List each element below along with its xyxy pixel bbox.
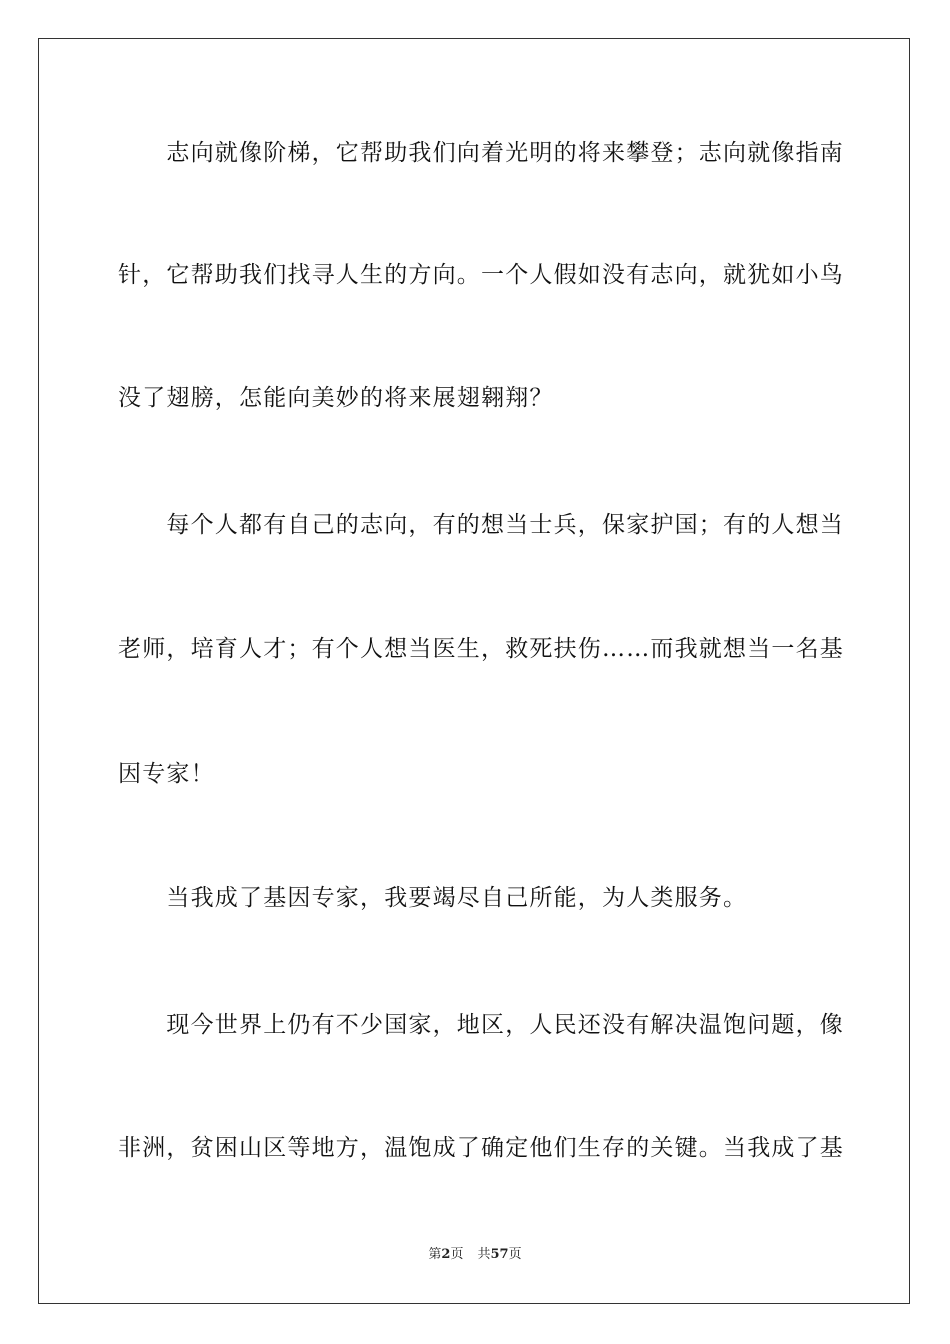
page-prefix: 第 bbox=[428, 1247, 442, 1262]
total-suffix: 页 bbox=[508, 1247, 522, 1262]
text-line: 非洲，贫困山区等地方，温饱成了确定他们生存的关键。当我成了基 bbox=[118, 1135, 844, 1161]
text-line: 现今世界上仍有不少国家，地区，人民还没有解决温饱问题，像 bbox=[118, 1012, 844, 1038]
page-footer bbox=[0, 1246, 950, 1264]
page-suffix: 页 bbox=[450, 1247, 464, 1262]
total-pages: 57 bbox=[490, 1247, 509, 1262]
text-line: 老师，培育人才；有个人想当医生，救死扶伤……而我就想当一名基 bbox=[118, 636, 844, 662]
page-number: 2 bbox=[441, 1247, 451, 1262]
total-prefix: 共 bbox=[477, 1247, 491, 1262]
text-line: 因专家！ bbox=[118, 761, 215, 787]
page-border bbox=[38, 38, 910, 1304]
text-line: 当我成了基因专家，我要竭尽自己所能，为人类服务。 bbox=[118, 885, 748, 911]
text-line: 每个人都有自己的志向，有的想当士兵，保家护国；有的人想当 bbox=[118, 512, 844, 538]
text-line: 针，它帮助我们找寻人生的方向。一个人假如没有志向，就犹如小鸟 bbox=[118, 262, 844, 288]
text-line: 没了翅膀，怎能向美妙的将来展翅翱翔？ bbox=[118, 385, 554, 411]
text-line: 志向就像阶梯，它帮助我们向着光明的将来攀登；志向就像指南 bbox=[118, 140, 844, 166]
